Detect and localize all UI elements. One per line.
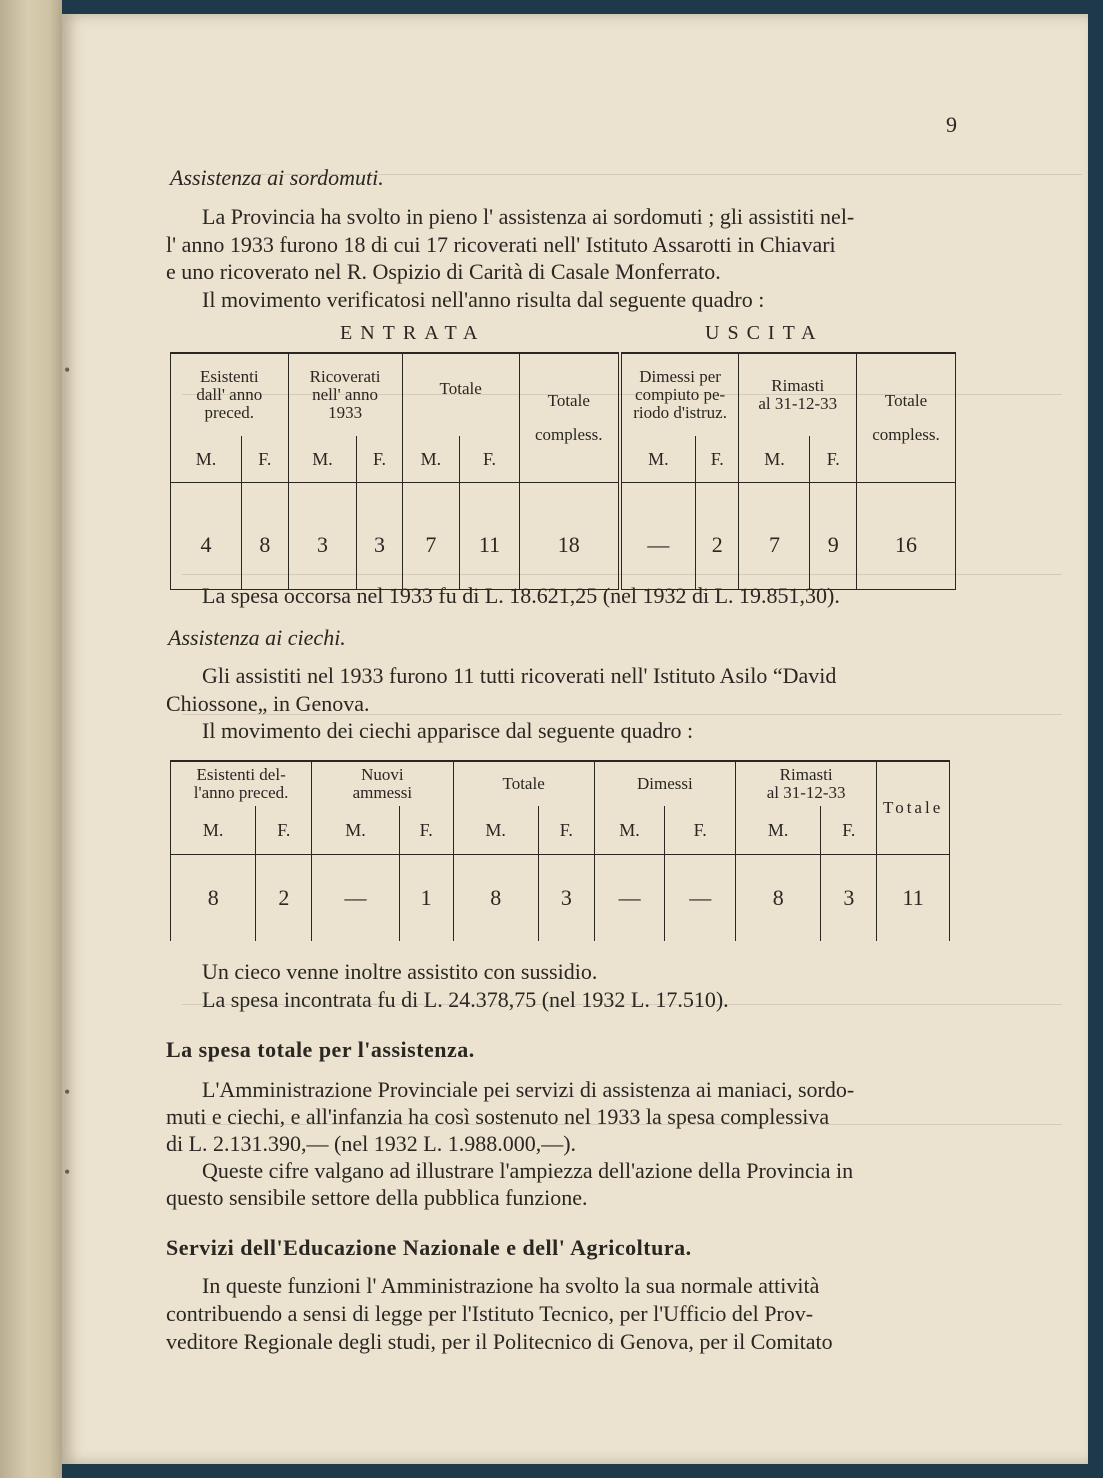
value-cell: — <box>312 855 400 942</box>
col-m: M. <box>453 806 538 855</box>
value-cell: 8 <box>171 855 256 942</box>
paragraph-line: La Provincia ha svolto in pieno l' assistenza ai sordomuti ; gli assistiti nel- <box>202 204 855 229</box>
binding-mark: • <box>64 360 71 380</box>
section-heading-sordomuti: Assistenza ai sordomuti. <box>170 165 384 190</box>
col-f: F. <box>399 806 453 855</box>
value-cell: 4 <box>171 483 242 590</box>
value-cell: 8 <box>736 855 821 942</box>
section-heading-educazione: Servizi dell'Educazione Nazionale e dell' Agricoltura. <box>166 1235 692 1260</box>
col-m: M. <box>171 436 242 483</box>
col-f: F. <box>357 436 402 483</box>
paragraph-line: di L. 2.131.390,— (nel 1932 L. 1.988.000,—). <box>166 1131 577 1156</box>
col-m: M. <box>171 806 256 855</box>
header-totale: Totale <box>402 353 519 436</box>
col-f: F. <box>242 436 289 483</box>
header-esistenti: Esistenti del- l'anno preced. <box>171 761 312 806</box>
value-cell: 11 <box>877 855 950 942</box>
value-cell: 18 <box>519 483 620 590</box>
paragraph-line: questo sensibile settore della pubblica funzione. <box>166 1185 588 1210</box>
col-m: M. <box>620 436 696 483</box>
col-f: F. <box>821 806 877 855</box>
paragraph-line: Gli assistiti nel 1933 furono 11 tutti ricoverati nell' Istituto Asilo “David <box>202 663 837 688</box>
value-cell: 1 <box>399 855 453 942</box>
header-rimasti: Rimasti al 31-12-33 <box>736 761 877 806</box>
paragraph-line: In queste funzioni l' Amministrazione ha svolto la sua normale attività <box>202 1273 820 1298</box>
col-m: M. <box>736 806 821 855</box>
book-spine <box>0 0 62 1478</box>
header-dimessi: Dimessi per compiuto pe- riodo d'istruz. <box>620 353 739 436</box>
value-cell: — <box>594 855 665 942</box>
value-cell: 3 <box>357 483 402 590</box>
value-cell: 2 <box>256 855 312 942</box>
header-totale-compless-uscita: Totale compless. <box>857 353 956 483</box>
paragraph-line: veditore Regionale degli studi, per il Politecnico di Genova, per il Comitato <box>166 1329 833 1354</box>
header-totale: Totale <box>453 761 594 806</box>
value-cell: 3 <box>288 483 357 590</box>
value-cell: 2 <box>695 483 739 590</box>
header-esistenti: Esistenti dall' anno preced. <box>171 353 289 436</box>
col-f: F. <box>695 436 739 483</box>
uscita-label: USCITA <box>705 322 824 344</box>
header-totale-compless: Totale compless. <box>519 353 620 483</box>
value-cell: 8 <box>453 855 538 942</box>
value-cell: 3 <box>538 855 594 942</box>
col-f: F. <box>256 806 312 855</box>
paragraph-line: l' anno 1933 furono 18 di cui 17 ricoverati nell' Istituto Assarotti in Chiavari <box>166 232 836 257</box>
binding-mark: • <box>64 1082 71 1102</box>
col-f: F. <box>665 806 736 855</box>
col-f: F. <box>810 436 857 483</box>
value-cell: 16 <box>857 483 956 590</box>
col-m: M. <box>402 436 460 483</box>
header-rimasti: Rimasti al 31-12-33 <box>739 353 857 436</box>
paragraph-line: La spesa incontrata fu di L. 24.378,75 (nel 1932 L. 17.510). <box>202 987 729 1012</box>
paragraph-line: Il movimento verificatosi nell'anno risulta dal seguente quadro : <box>202 287 765 312</box>
col-f: F. <box>460 436 520 483</box>
paragraph-line: Il movimento dei ciechi apparisce dal seguente quadro : <box>202 718 694 743</box>
col-f: F. <box>538 806 594 855</box>
value-cell: 11 <box>460 483 520 590</box>
paragraph-line: contribuendo a sensi di legge per l'Istituto Tecnico, per l'Ufficio del Prov- <box>166 1301 814 1326</box>
section-heading-spesa-totale: La spesa totale per l'assistenza. <box>166 1037 475 1062</box>
value-cell: — <box>665 855 736 942</box>
binding-mark: • <box>64 1162 71 1182</box>
value-cell: 8 <box>242 483 289 590</box>
paragraph-line: e uno ricoverato nel R. Ospizio di Carità di Casale Monferrato. <box>166 259 721 284</box>
entrata-label: ENTRATA <box>340 322 486 344</box>
col-m: M. <box>288 436 357 483</box>
paragraph-line: L'Amministrazione Provinciale pei servizi di assistenza ai maniaci, sordo- <box>202 1077 855 1102</box>
page-number: 9 <box>946 112 957 137</box>
header-dimessi: Dimessi <box>594 761 735 806</box>
value-cell: 7 <box>402 483 460 590</box>
value-cell: 7 <box>739 483 810 590</box>
value-cell: 9 <box>810 483 857 590</box>
value-cell: — <box>620 483 696 590</box>
sordomuti-movement-table <box>170 352 956 590</box>
col-m: M. <box>739 436 810 483</box>
paragraph-line: Un cieco venne inoltre assistito con sussidio. <box>202 959 598 984</box>
header-ricoverati: Ricoverati nell' anno 1933 <box>288 353 402 436</box>
ciechi-movement-table <box>170 760 950 941</box>
header-totale-final: Totale <box>877 761 950 855</box>
paragraph-line: Chiossone„ in Genova. <box>166 691 370 716</box>
value-cell: 3 <box>821 855 877 942</box>
section-heading-ciechi: Assistenza ai ciechi. <box>168 625 346 650</box>
paragraph-line: Queste cifre valgano ad illustrare l'ampiezza dell'azione della Provincia in <box>202 1158 854 1183</box>
paragraph-line: muti e ciechi, e all'infanzia ha così sostenuto nel 1933 la spesa complessiva <box>166 1104 830 1129</box>
col-m: M. <box>312 806 400 855</box>
col-m: M. <box>594 806 665 855</box>
header-nuovi: Nuovi ammessi <box>312 761 453 806</box>
spesa-sordomuti-text: La spesa occorsa nel 1933 fu di L. 18.621,25 (nel 1932 di L. 19.851,30). <box>202 583 840 608</box>
